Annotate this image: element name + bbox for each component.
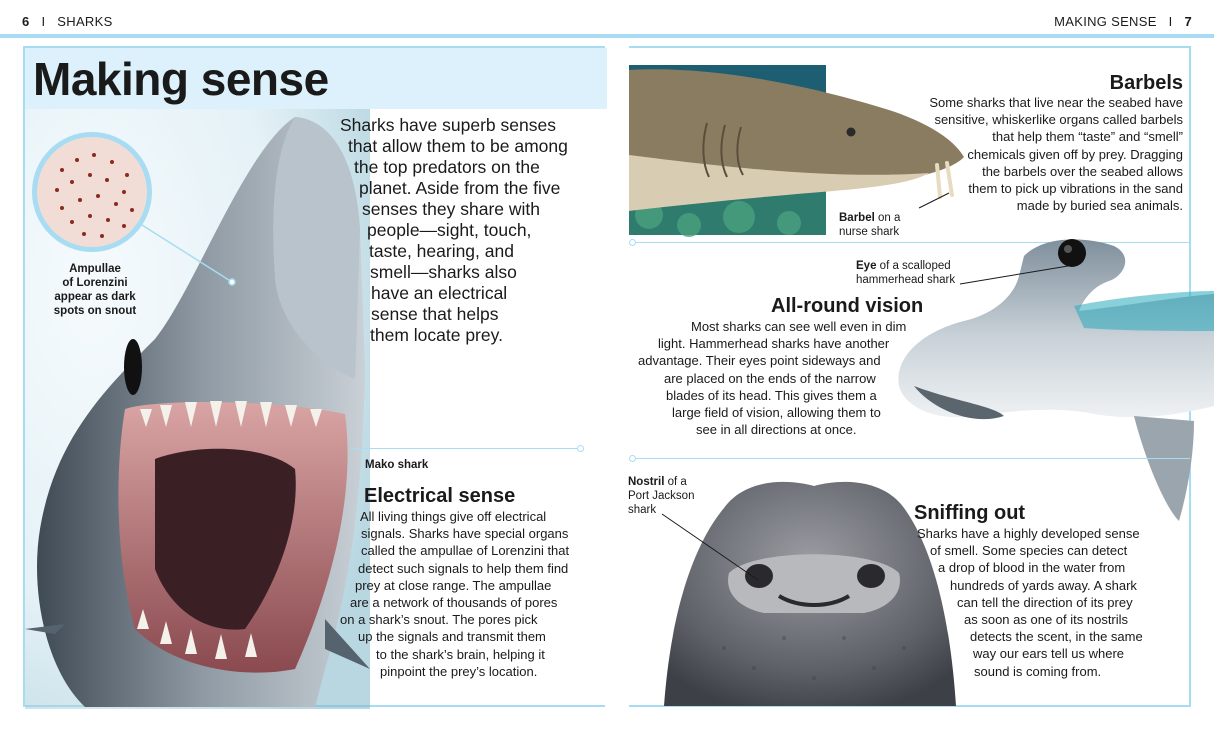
sniffing-line: can tell the direction of its prey (957, 594, 1133, 610)
electrical-line: detect such signals to help them find (358, 560, 569, 576)
barbel-caption-rest: on a (878, 212, 901, 224)
intro-line: sense that helps (371, 304, 499, 324)
right-running-head (1054, 14, 1192, 29)
sniffing-body (917, 525, 1157, 680)
intro-line: taste, hearing, and (369, 241, 514, 261)
eye-caption (856, 259, 955, 287)
barbel-caption (839, 211, 900, 239)
rule-end-dot (577, 445, 584, 452)
ampullae-caption-line: Ampullae (69, 263, 121, 275)
electrical-line: pinpoint the prey’s location. (380, 663, 538, 679)
nurse-shark-photo (629, 65, 969, 237)
sniffing-line: as soon as one of its nostrils (964, 612, 1129, 628)
vision-line: Most sharks can see well even in dim (691, 319, 907, 334)
header-rule (0, 34, 1214, 38)
right-separator: I (1168, 14, 1173, 29)
barbel-caption-line2: nurse shark (839, 226, 900, 238)
intro-line: senses they share with (362, 199, 541, 219)
sniffing-line: detects the scent, in the same (970, 629, 1143, 645)
barbels-line: that help them “taste” and “smell” (992, 129, 1183, 145)
eye-caption-rest: of a scalloped (879, 260, 951, 272)
nostril-caption-bold: Nostril (628, 476, 665, 488)
intro-line: that allow them to be among (348, 136, 568, 156)
eye-caption-line2: hammerhead shark (856, 274, 956, 286)
intro-line: planet. Aside from the five (359, 178, 561, 198)
left-separator: I (41, 14, 46, 29)
ampullae-caption-line: spots on snout (53, 305, 137, 317)
vision-rule (633, 458, 1190, 459)
vision-line: are placed on the ends of the narrow (664, 370, 876, 386)
barbels-line: sensitive, whiskerlike organs called barbels (934, 112, 1183, 128)
vision-heading: All-round vision (771, 295, 924, 317)
barbels-body (929, 94, 1183, 214)
nostril-caption-line3: shark (628, 504, 657, 516)
electrical-line: on a shark’s snout. The pores pick (340, 612, 538, 628)
electrical-line: are a network of thousands of pores (350, 595, 558, 611)
right-page-number: 7 (1184, 14, 1192, 29)
page-gutter (605, 46, 629, 707)
barbels-line: the barbels over the seabed allows (982, 163, 1183, 179)
rule-end-dot (629, 239, 636, 246)
vision-line: advantage. Their eyes point sideways and (638, 353, 881, 369)
barbel-caption-bold: Barbel (839, 212, 875, 224)
intro-line: them locate prey. (370, 325, 503, 345)
nostril-caption-line2: Port Jackson (628, 490, 695, 502)
intro-line: the top predators on the (354, 157, 540, 177)
eye-caption-bold: Eye (856, 260, 877, 272)
ampullae-caption (40, 262, 150, 318)
electrical-body (340, 508, 590, 680)
intro-line: people—sight, touch, (367, 220, 532, 240)
electrical-line: prey at close range. The ampullae (355, 577, 552, 593)
page-title: Making sense (33, 53, 329, 105)
vision-line: see in all directions at once. (696, 422, 857, 438)
left-page-number: 6 (22, 14, 30, 29)
barbels-line: made by buried sea animals. (1016, 198, 1183, 214)
electrical-line: All living things give off electrical (360, 509, 547, 524)
sniffing-line: way our ears tell us where (973, 646, 1125, 662)
barbels-line: them to pick up vibrations in the sand (968, 181, 1183, 197)
intro-line: smell—sharks also (370, 262, 517, 282)
nostril-pointer-line (662, 514, 762, 584)
left-section-rule (350, 448, 580, 449)
vision-line: blades of its head. This gives them a (666, 387, 877, 403)
eye-pointer-line (960, 262, 1070, 286)
barbels-line: Some sharks that live near the seabed have (929, 95, 1183, 110)
sniffing-heading: Sniffing out (914, 502, 1026, 524)
sniffing-line: a drop of blood in the water from (938, 560, 1126, 576)
left-section-label: SHARKS (57, 14, 113, 29)
barbels-line: chemicals given off by prey. Dragging (967, 146, 1183, 162)
sniffing-line: hundreds of yards away. A shark (950, 577, 1137, 593)
electrical-line: up the signals and transmit them (358, 629, 546, 645)
nostril-caption-rest: of a (667, 476, 687, 488)
mako-caption: Mako shark (365, 459, 429, 471)
vision-line: large field of vision, allowing them to (672, 405, 881, 421)
sniffing-line: of smell. Some species can detect (930, 543, 1128, 559)
ampullae-caption-line: of Lorenzini (62, 277, 128, 289)
electrical-heading: Electrical sense (364, 485, 516, 507)
left-running-head (22, 14, 113, 29)
ampullae-caption-line: appear as dark (54, 291, 136, 303)
vision-body (638, 318, 907, 438)
intro-line: have an electrical (371, 283, 508, 303)
barbels-heading: Barbels (1109, 72, 1183, 94)
electrical-line: called the ampullae of Lorenzini that (361, 543, 570, 559)
electrical-line: to the shark’s brain, helping it (376, 646, 545, 662)
vision-line: light. Hammerhead sharks have another (658, 336, 890, 352)
right-section-label: MAKING SENSE (1054, 14, 1157, 29)
rule-end-dot (629, 455, 636, 462)
intro-paragraph (340, 115, 600, 346)
electrical-line: signals. Sharks have special organs (361, 526, 569, 542)
nostril-caption (628, 475, 694, 517)
intro-line: Sharks have superb senses (340, 115, 556, 135)
sniffing-line: Sharks have a highly developed sense (917, 526, 1140, 541)
sniffing-line: sound is coming from. (974, 663, 1102, 679)
